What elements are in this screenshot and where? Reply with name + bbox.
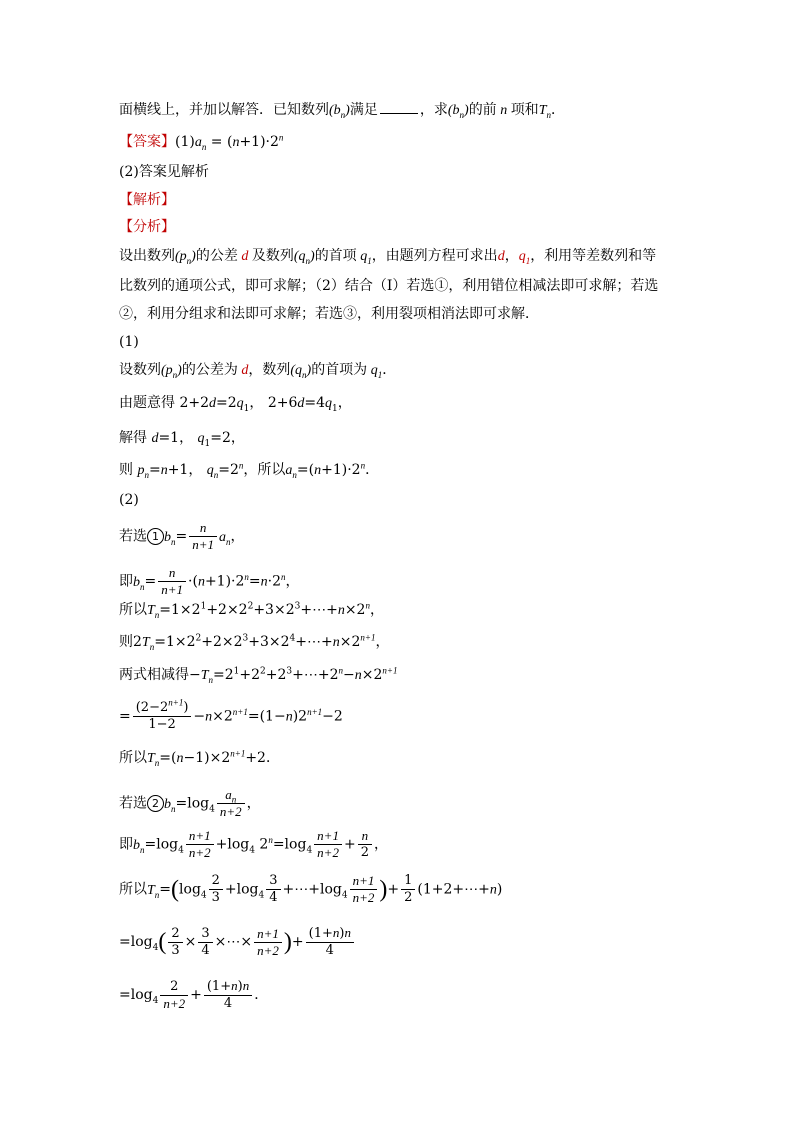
circle-1-icon: 1 [147,528,164,545]
analysis-line-1: 设出数列$(p_n)$的公差 d 及数列$(q_n)$的首项 $q_1$，由题列方程可求出d，$q_1$，利用等差数列和等 [119,248,657,266]
tn-step-3: $=\log_4$ $\frac{2}{n+2}$ + $\frac{(1+n)n}{4}$ ． [119,978,269,1011]
subtract: 两式相减得$-T_n=2^1+2^2+2^3+\cdots+2^n-n\times 2^{n+1}$ [119,665,398,685]
jiexi-heading: 【解析】 [119,192,175,208]
step-4: 则 $p_n=n+1$， $q_n=2^n$，所以$a_n=(n+1)\cdot 2^n$． [119,460,380,480]
2tn-sum: 则$2T_n=1\times 2^2+2\times 2^3+3\times 2^4+\cdots+n\times 2^{n+1}$， [119,632,390,652]
step-2: 由题意得 $2+2d=2q_1$， $2+6d=4q_1$， [119,395,352,414]
circle-2-icon: 2 [147,795,164,812]
part-2-label: (2) [119,492,139,508]
question-tail: 面横线上，并加以解答．已知数列$(b_n)$满足 ，求$(b_n)$的前 n 项和$T_n$． [119,102,565,120]
choice-2-expand: 即$b_n=\log_4$ $\frac{n+1}{n+2}$ $+\log_4$ $2^n=\log_4$ $\frac{n+1}{n+2}$ + $\frac{n}{2}$ ， [119,828,388,860]
fill-blank [380,113,418,114]
analysis-line-3: ②，利用分组求和法即可求解；若选③，利用裂项相消法即可求解． [119,306,539,322]
answer-2: (2)答案见解析 [119,164,209,180]
tn-sum: 所以$T_n=1\times 2^1+2\times 2^2+3\times 2^3+\cdots+n\times 2^n$， [119,600,384,620]
choice-1-expand: 即$b_n=$ $\frac{n}{n+1}$ $\cdot(n+1)\cdot 2^n=n\cdot 2^n$， [119,565,300,597]
choice-2: 若选 2 $b_n=\log_4$ $\frac{a_n}{n+2}$ ， [119,787,261,819]
tn-sum-2: 所以$T_n=(\log_4$ $\frac{2}{3}$ $+\log_4$ $\frac{3}{4}$ $+\cdots+\log_4$ $\frac{n+1}{n+2}$ )+ $\frac{1}{2}$ (1+2+⋯+n) [119,873,503,905]
part-1-label: (1) [119,334,139,350]
step-1: 设数列$(p_n)$的公差为 d，数列$(q_n)$的首项为 $q_1$． [119,362,397,380]
analysis-line-2: 比数列的通项公式，即可求解；（2）结合（Ⅰ）若选①，利用错位相减法即可求解；若选 [119,278,659,294]
tn-result-1: 所以$T_n=(n-1)\times 2^{n+1}+2$． [119,748,280,768]
subtract-result: = $\frac{(2-2^{n+1})}{1-2}$ $-n\times 2^{n+1}=(1-n)2^{n+1}-2$ [119,697,343,732]
fenxi-heading: 【分析】 [119,219,175,235]
tn-step-2: $=\log_4$( $\frac{2}{3}$ × $\frac{3}{4}$ ×⋯× $\frac{n+1}{n+2}$ )+ $\frac{(1+n)n}{4}$ [119,925,356,959]
choice-1: 若选 1 $b_n=$ $\frac{n}{n+1}$ $a_n$， [119,520,245,552]
answer-line: 【答案】$(1)a_n = (n+1)\cdot 2^n$ [119,132,284,152]
step-3: 解得 d=1， $q_1=2$， [119,430,245,449]
